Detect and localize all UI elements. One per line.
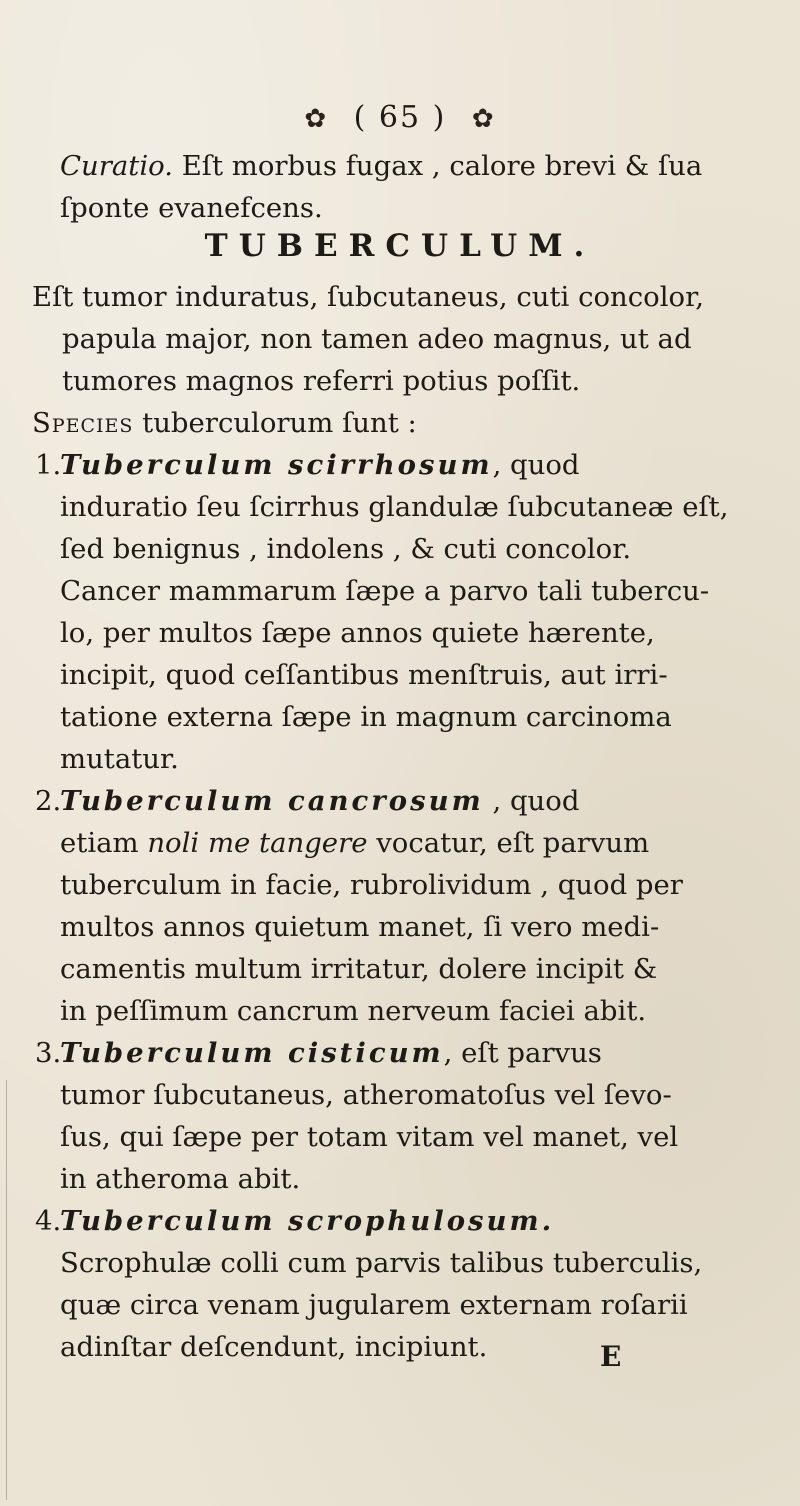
item-4-number: 4. bbox=[35, 1205, 62, 1237]
item-2-line-2a: etiam bbox=[60, 827, 148, 859]
item-3-line-2: tumor ſubcutaneus, atheromatoſus vel ſevo- bbox=[60, 1079, 672, 1111]
item-4-line-1 bbox=[60, 1200, 702, 1242]
species-intro-text: tuberculorum ſunt : bbox=[133, 407, 417, 439]
item-1-line-3: ſed benignus , indolens , & cuti concolor. bbox=[60, 533, 632, 565]
item-1-head: Tuberculum scirrhosum bbox=[60, 449, 493, 481]
item-1-number: 1. bbox=[35, 449, 62, 481]
item-4-line-2: Scrophulæ colli cum parvis talibus tuberculis, bbox=[60, 1247, 703, 1279]
item-4-head: Tuberculum scrophulosum. bbox=[60, 1205, 555, 1237]
item-2-line-3: tuberculum in facie, rubrolividum , quod per bbox=[60, 869, 683, 901]
item-1-line-2: induratio ſeu ſcirrhus glandulæ ſubcutaneæ eſt, bbox=[60, 491, 729, 523]
species-intro bbox=[32, 402, 417, 444]
item-2-line-2b: vocatur, eſt parvum bbox=[367, 827, 650, 859]
section-title: TUBERCULUM. bbox=[204, 228, 596, 264]
item-1-line-8: mutatur. bbox=[60, 743, 179, 775]
item-2-line-6: in peſſimum cancrum nerveum faciei abit. bbox=[60, 995, 647, 1027]
item-3-number: 3. bbox=[35, 1037, 62, 1069]
item-2-phrase: noli me tangere bbox=[147, 827, 368, 859]
item-1-head-tail: , quod bbox=[492, 449, 580, 481]
item-2 bbox=[60, 780, 683, 1032]
item-1-line-5: lo, per multos ſæpe annos quiete hærente, bbox=[60, 617, 655, 649]
item-2-line-5: camentis multum irritatur, dolere incipit & bbox=[60, 953, 658, 985]
curatio-text-1: Eſt morbus fugax , calore brevi & ſua bbox=[172, 150, 703, 182]
item-3 bbox=[60, 1032, 678, 1200]
item-2-line-2 bbox=[60, 822, 683, 864]
item-2-number: 2. bbox=[35, 785, 62, 817]
species-label: Species bbox=[32, 407, 134, 439]
item-2-line-1 bbox=[60, 780, 683, 822]
item-2-head-tail: , quod bbox=[483, 785, 580, 817]
item-2-line-4: multos annos quietum manet, ſi vero medi- bbox=[60, 911, 660, 943]
curatio-line-1 bbox=[60, 145, 702, 187]
definition-line-3: tumores magnos referri potius poſſit. bbox=[62, 365, 581, 397]
item-2-head: Tuberculum cancrosum bbox=[60, 785, 484, 817]
item-4-line-3: quæ circa venam jugularem externam roſarii bbox=[60, 1289, 688, 1321]
item-3-head: Tuberculum cisticum bbox=[60, 1037, 444, 1069]
ornament-right-icon: ✿ bbox=[471, 104, 496, 134]
item-3-line-4: in atheroma abit. bbox=[60, 1163, 301, 1195]
page-header bbox=[0, 100, 800, 135]
page-edge-line bbox=[6, 1080, 7, 1500]
item-4-line-4: adinſtar deſcendunt, incipiunt. bbox=[60, 1331, 488, 1363]
item-3-line-3: ſus, qui ſæpe per totam vitam vel manet, vel bbox=[60, 1121, 679, 1153]
item-1-line-4: Cancer mammarum ſæpe a parvo tali tubercu- bbox=[60, 575, 710, 607]
item-1 bbox=[60, 444, 728, 780]
ornament-left-icon: ✿ bbox=[304, 104, 329, 134]
catchword: E bbox=[600, 1340, 622, 1373]
item-1-line-7: tatione externa ſæpe in magnum carcinoma bbox=[60, 701, 672, 733]
curatio-paragraph bbox=[60, 145, 702, 229]
curatio-label: Curatio. bbox=[60, 150, 173, 182]
definition-paragraph bbox=[32, 276, 704, 402]
item-3-head-tail: , eſt parvus bbox=[443, 1037, 602, 1069]
item-3-line-1 bbox=[60, 1032, 678, 1074]
item-1-line-1 bbox=[60, 444, 728, 486]
item-1-line-6: incipit, quod ceſſantibus menſtruis, aut irri- bbox=[60, 659, 668, 691]
definition-line-2: papula major, non tamen adeo magnus, ut ad bbox=[62, 323, 692, 355]
page-number: ( 65 ) bbox=[353, 100, 447, 135]
definition-line-1: Eſt tumor induratus, ſubcutaneus, cuti concolor, bbox=[32, 281, 704, 313]
curatio-line-2: ſponte evanefcens. bbox=[60, 192, 323, 224]
